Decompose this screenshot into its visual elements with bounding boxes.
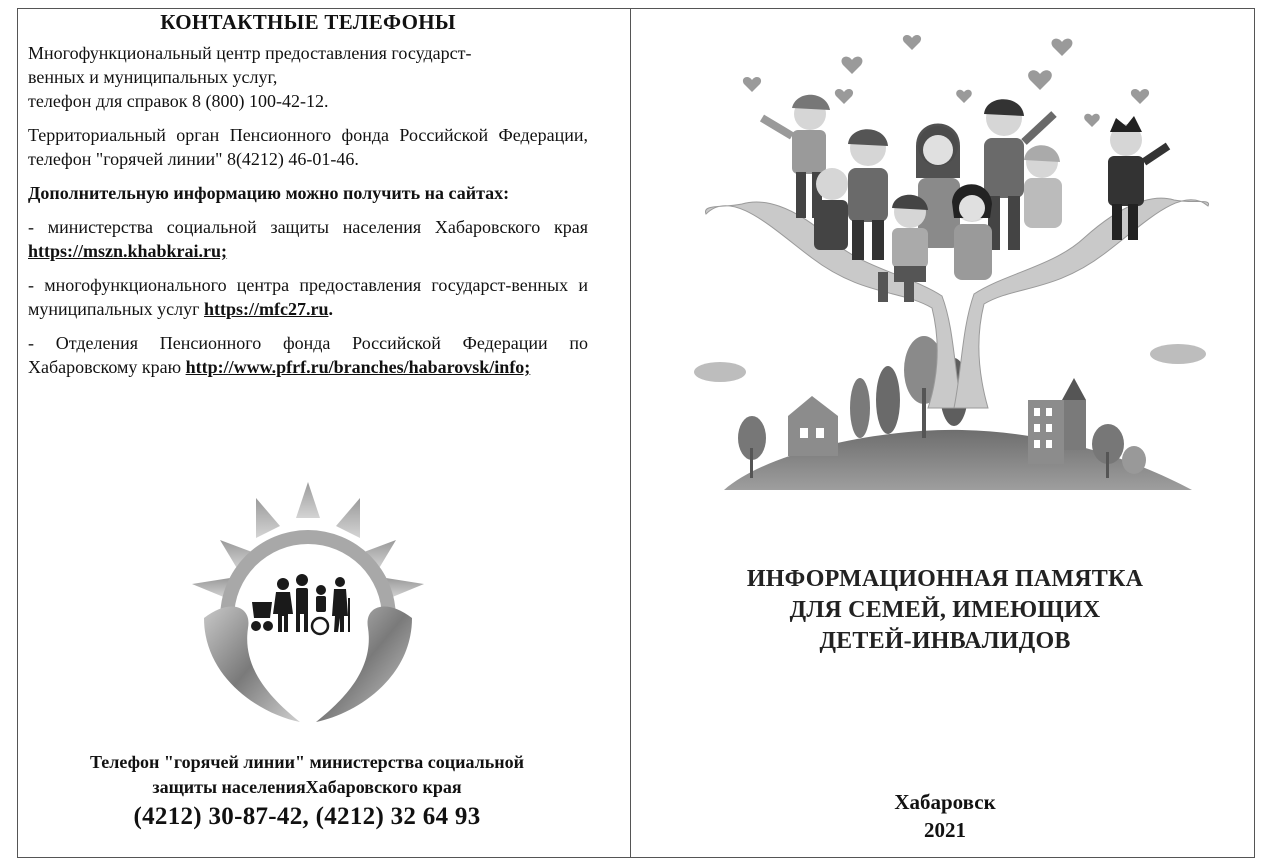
hotline-phones: (4212) 30-87-42, (4212) 32 64 93 [133, 803, 481, 830]
sun-hands-family-logo-icon [190, 478, 426, 728]
pfr-site-item [28, 331, 588, 379]
cover-title-line-3: ДЕТЕЙ-ИНВАЛИДОВ [819, 628, 1071, 654]
additional-info-paragraph: Дополнительную информацию можно получить на сайтах: [28, 183, 510, 203]
cover-title-line-1: ИНФОРМАЦИОННАЯ ПАМЯТКА [746, 566, 1144, 592]
ministry-site-item [28, 215, 588, 263]
children-in-hands-illustration-icon [692, 28, 1222, 490]
hotline-line-2: защиты населенияХабаровского края [152, 777, 462, 797]
mfc-line-1: Многофункциональный центр предоставления государст- [28, 43, 472, 63]
pension-fund-paragraph: Территориальный орган Пенсионного фонда Российской Федерации, телефон "горячей линии" 8(4212) 46-01-46. [28, 125, 588, 169]
mfc-line-3: телефон для справок 8 (800) 100-42-12. [28, 91, 329, 111]
contacts-heading: КОНТАКТНЫЕ ТЕЛЕФОНЫ [160, 10, 456, 34]
fold-divider [630, 8, 631, 858]
cover-title-line-2: ДЛЯ СЕМЕЙ, ИМЕЮЩИХ [789, 597, 1101, 623]
pfr-site-link[interactable]: http://www.pfrf.ru/branches/habarovsk/info; [185, 357, 531, 377]
mfc-paragraph [28, 41, 588, 113]
mfc-site-item [28, 273, 588, 321]
hotline-block [22, 750, 592, 833]
mfc-line-2: венных и муниципальных услуг, [28, 67, 278, 87]
mfc-site-link[interactable]: https://mfc27.ru [203, 299, 329, 319]
cover-city: Хабаровск [894, 790, 996, 814]
hotline-line-1: Телефон "горячей линии" министерства социальной [89, 752, 524, 772]
cover-title [660, 564, 1230, 657]
cover-year: 2021 [924, 818, 966, 842]
mfc-site-end: . [328, 299, 333, 319]
contacts-section [28, 10, 588, 389]
pfr-site-text: - Отделения Пенсионного фонда Российской Федерации по Хабаровскому краю [28, 333, 588, 377]
ministry-site-link[interactable]: https://mszn.khabkrai.ru; [28, 241, 228, 261]
ministry-site-text: - министерства социальной защиты населения Хабаровского края [28, 217, 588, 237]
cover-footer [760, 788, 1130, 844]
mfc-site-text: - многофункционального центра предоставления государст-венных и муниципальных услуг [28, 275, 588, 319]
